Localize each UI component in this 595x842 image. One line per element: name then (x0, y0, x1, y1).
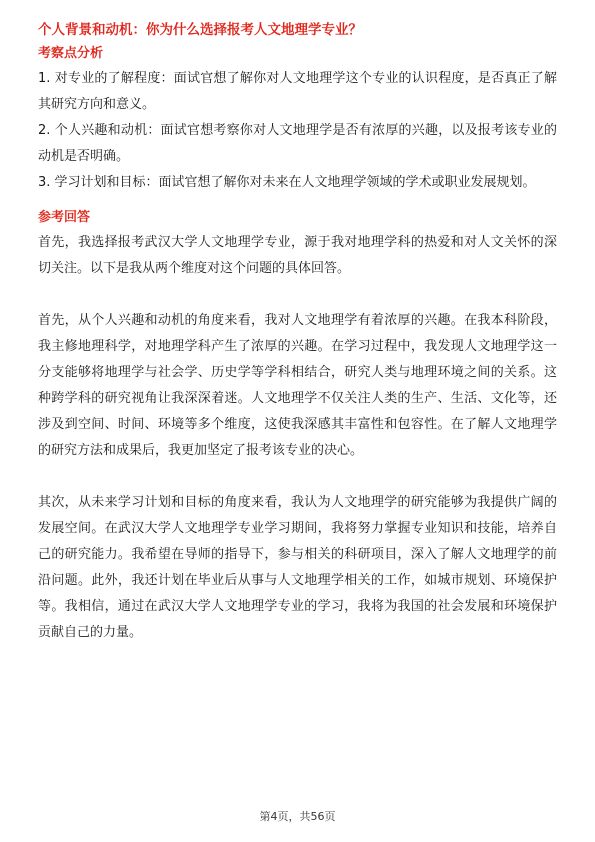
analysis-item-3: 3. 学习计划和目标：面试官想了解你对未来在人文地理学领域的学术或职业发展规划。 (38, 175, 536, 190)
page-number: 第4页，共56页 (259, 810, 336, 823)
question-title: 个人背景和动机：你为什么选择报考人文地理学专业？ (38, 22, 362, 38)
paragraph-gap (38, 282, 557, 308)
answer-heading: 参考回答 (38, 210, 91, 225)
analysis-item-1: 1. 对专业的了解程度：面试官想了解你对人文地理学这个专业的认识程度，是否真正了解其研究方向和意义。 (38, 71, 557, 112)
analysis-item-2: 2. 个人兴趣和动机：面试官想考察你对人文地理学是否有浓厚的兴趣，以及报考该专业的动机是否明确。 (38, 123, 557, 164)
answer-paragraph-1: 首先，我选择报考武汉大学人文地理学专业，源于我对地理学科的热爱和对人文关怀的深切关注。以下是我从两个维度对这个问题的具体回答。 (38, 235, 557, 276)
paragraph-gap (38, 464, 557, 490)
analysis-heading: 考察点分析 (38, 46, 104, 61)
answer-paragraph-2: 首先，从个人兴趣和动机的角度来看，我对人文地理学有着浓厚的兴趣。在我本科阶段，我主修地理科学，对地理学科产生了浓厚的兴趣。在学习过程中，我发现人文地理学这一分支能够将地理学与社会学、历史学等学科相结合，研究人类与地理环境之间的关系。这种跨学科的研究视角让我深深着迷。人文地理学不仅关注人类的生产、生活、文化等，还涉及到空间、时间、环境等多个维度，这使我深感其丰富性和包容性。在了解人文地理学的研究方法和成果后，我更加坚定了报考该专业的决心。 (38, 313, 557, 458)
answer-paragraph-3: 其次，从未来学习计划和目标的角度来看，我认为人文地理学的研究能够为我提供广阔的发展空间。在武汉大学人文地理学专业学习期间，我将努力掌握专业知识和技能，培养自己的研究能力。我希望在导师的指导下，参与相关的科研项目，深入了解人文地理学的前沿问题。此外，我还计划在毕业后从事与人文地理学相关的工作，如城市规划、环境保护等。我相信，通过在武汉大学人文地理学专业的学习，我将为我国的社会发展和环境保护贡献自己的力量。 (38, 495, 557, 640)
